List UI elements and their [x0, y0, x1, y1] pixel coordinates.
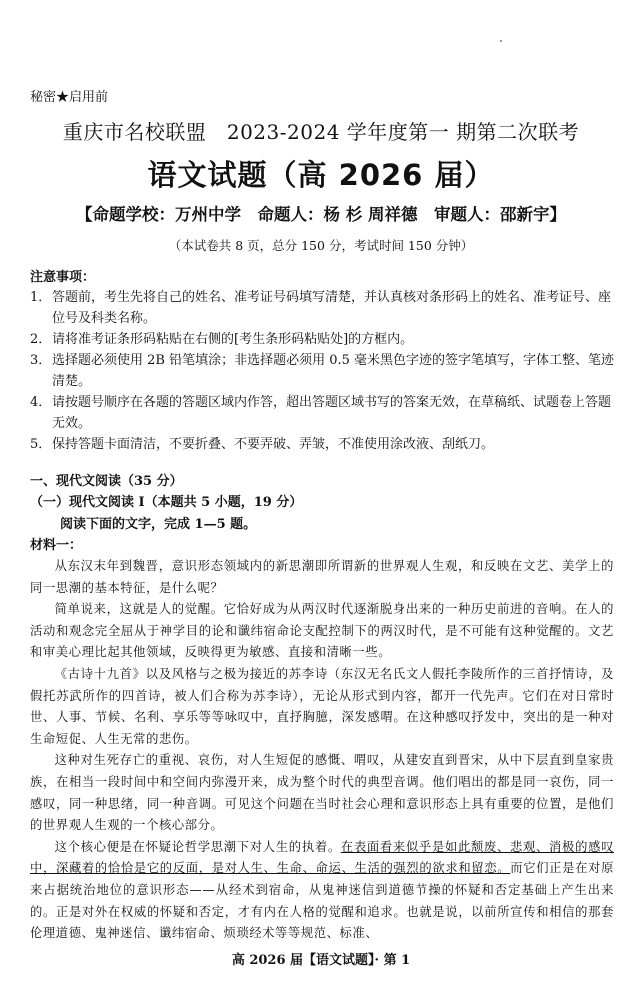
exam-info: （本试卷共 8 页，总分 150 分，考试时间 150 分钟） — [168, 238, 474, 253]
exam-title: 语文试题（高 2026 届） — [147, 158, 495, 192]
note-text: 请将准考证条形码粘贴在右侧的[考生条形码粘贴处]的方框内。 — [52, 332, 414, 347]
reading-passage — [30, 556, 614, 945]
note-text: 答题前，考生先将自己的姓名、准考证号码填写清楚，并认真核对条形码上的姓名、准考证号、座位号及科类名称。 — [52, 290, 612, 326]
material-label: 材料一： — [30, 538, 83, 553]
note-item — [30, 329, 620, 350]
note-text: 保持答题卡面清洁，不要折叠、不要弄破、弄皱，不准使用涂改液、刮纸刀。 — [52, 437, 495, 452]
alliance-title: 重庆市名校联盟 2023-2024 学年度第一 期第二次联考 — [62, 120, 580, 144]
section-heading: 一、现代文阅读（35 分） — [30, 474, 183, 489]
secret-label: 秘密★启用前 — [30, 90, 109, 105]
passage-paragraph: 从东汉末年到魏晋，意识形态领域内的新思潮即所谓新的世界观人生观，和反映在文艺、美学上的同一思潮的基本特征，是什么呢？ — [30, 559, 614, 595]
subsection-heading: （一）现代文阅读 I（本题共 5 小题，19 分） — [30, 495, 303, 510]
reading-instruction: 阅读下面的文字，完成 1—5 题。 — [60, 517, 257, 532]
passage-paragraph: 这种对生死存亡的重视、哀伤，对人生短促的感慨、喟叹，从建安直到晋宋，从中下层直到皇家贵族，在相当一段时间中和空间内弥漫开来，成为整个时代的典型音调。他们唱出的都是同一哀伤，同一感叹，同一种思绪，同一种音调。可见这个问题在当时社会心理和意识形态上具有重要的位置，是他们的世界观人生观的一个核心部分。 — [30, 753, 614, 833]
notes-heading: 注意事项： — [30, 270, 96, 285]
page-footer: 高 2026 届【语文试题】· 第 1 — [231, 953, 411, 968]
scan-speck — [500, 40, 502, 42]
passage-paragraph: 简单说来，这就是人的觉醒。它恰好成为从两汉时代逐渐脱身出来的一种历史前进的音响。在人的活动和观念完全屈从于神学目的论和谶纬宿命论支配控制下的两汉时代，是不可能有这种觉醒的。文艺和审美心理比起其他领域，反映得更为敏感、直接和清晰一些。 — [30, 602, 614, 660]
underlined-sentence: 在表面看来似乎是如此颓废、悲观、消极的感叹中，深藏着的恰恰是它的反面，是对人生、生命、命运、生活的强烈的欲求和留恋。 — [30, 839, 614, 876]
passage-paragraph: 《古诗十九首》以及风格与之极为接近的苏李诗（东汉无名氏文人假托李陵所作的三首抒情诗，及假托苏武所作的四首诗，被人们合称为苏李诗），无论从形式到内容，都开一代先声。它们在对日常时世、人事、节候、名利、享乐等等咏叹中，直抒胸臆，深发感喟。在这种感叹抒发中，突出的是一种对生命短促、人生无常的悲伤。 — [30, 666, 614, 746]
note-number: 2． — [30, 332, 52, 347]
note-number: 1． — [30, 290, 52, 305]
passage-paragraph — [30, 837, 614, 945]
passage-sentence: 而它们正是在对原来占据统治地位的意识形态——从经术到宿命，从鬼神迷信到道德节操的怀疑和否定基础上产生出来的。正是对外在权威的怀疑和否定，才有内在人格的觉醒和追求。也就是说，以前所宣传和相信的那套伦理道德、鬼神迷信、谶纬宿命、烦琐经术等等规范、标准、 — [30, 861, 614, 941]
note-number: 4． — [30, 395, 52, 410]
note-item — [30, 350, 620, 392]
note-item — [30, 287, 620, 329]
note-text: 请按题号顺序在各题的答题区域内作答，超出答题区域书写的答案无效，在草稿纸、试题卷上答题无效。 — [52, 395, 612, 431]
passage-sentence: 这个核心便是在怀疑论哲学思潮下对人生的执着。 — [54, 839, 341, 854]
note-text: 选择题必须使用 2B 铅笔填涂；非选择题必须用 0.5 毫米黑色字迹的签字笔填写，字体工整、笔迹清楚。 — [52, 353, 615, 389]
note-item — [30, 392, 620, 434]
note-item — [30, 434, 620, 455]
note-number: 3． — [30, 353, 52, 368]
note-number: 5． — [30, 437, 52, 452]
notes-list — [30, 287, 620, 455]
authors-line: 【命题学校：万州中学 命题人：杨 杉 周祥德 审题人：邵新宇】 — [76, 205, 566, 224]
